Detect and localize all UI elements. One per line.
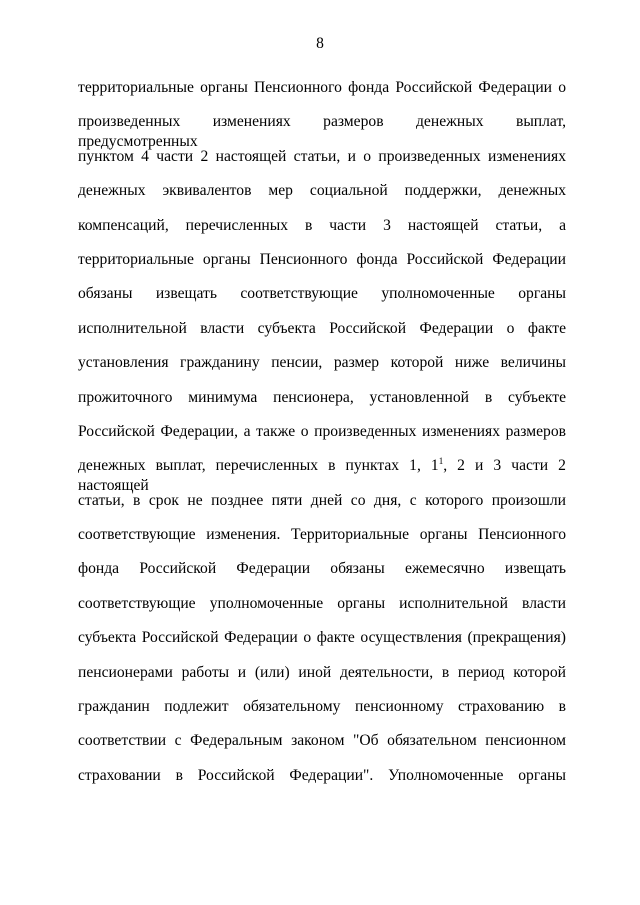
text-line: соответствии с Федеральным законом "Об обязательном пенсионном (78, 732, 566, 750)
text-line: гражданин подлежит обязательному пенсионному страхованию в (78, 698, 566, 716)
text-line: соответствующие уполномоченные органы исполнительной власти (78, 594, 566, 612)
body-text (78, 78, 566, 800)
text-line: установления гражданину пенсии, размер которой ниже величины (78, 354, 566, 372)
text-line: денежных эквивалентов мер социальной поддержки, денежных (78, 182, 566, 200)
text-line: прожиточного минимума пенсионера, установленной в субъекте (78, 388, 566, 406)
text-line: пенсионерами работы и (или) иной деятельности, в период которой (78, 663, 566, 681)
text-line: страховании в Российской Федерации". Уполномоченные органы (78, 766, 566, 784)
text-segment: денежных выплат, перечисленных в пунктах 1, 1 (78, 457, 439, 475)
superscript: 1 (438, 456, 444, 467)
text-line: статьи, в срок не позднее пяти дней со дня, с которого произошли (78, 491, 566, 509)
page-number: 8 (316, 35, 324, 52)
text-line: обязаны извещать соответствующие уполномоченные органы (78, 285, 566, 303)
text-line: территориальные органы Пенсионного фонда Российской Федерации о (78, 79, 566, 96)
text-line: соответствующие изменения. Территориальные органы Пенсионного (78, 526, 566, 544)
text-line: компенсаций, перечисленных в части 3 настоящей статьи, а (78, 216, 566, 234)
text-line: произведенных изменениях размеров денежных выплат, предусмотренных (78, 113, 566, 151)
text-line: пунктом 4 части 2 настоящей статьи, и о произведенных изменениях (78, 147, 566, 165)
text-line: территориальные органы Пенсионного фонда Российской Федерации (78, 250, 566, 268)
text-line: фонда Российской Федерации обязаны ежемесячно извещать (78, 560, 566, 578)
text-line: субъекта Российской Федерации о факте осуществления (прекращения) (78, 629, 566, 647)
text-segment: , 2 и 3 части 2 настоящей (78, 457, 566, 495)
text-line: исполнительной власти субъекта Российской Федерации о факте (78, 319, 566, 337)
text-line-with-superscript (78, 456, 566, 495)
text-line: Российской Федерации, а также о произведенных изменениях размеров (78, 422, 566, 440)
